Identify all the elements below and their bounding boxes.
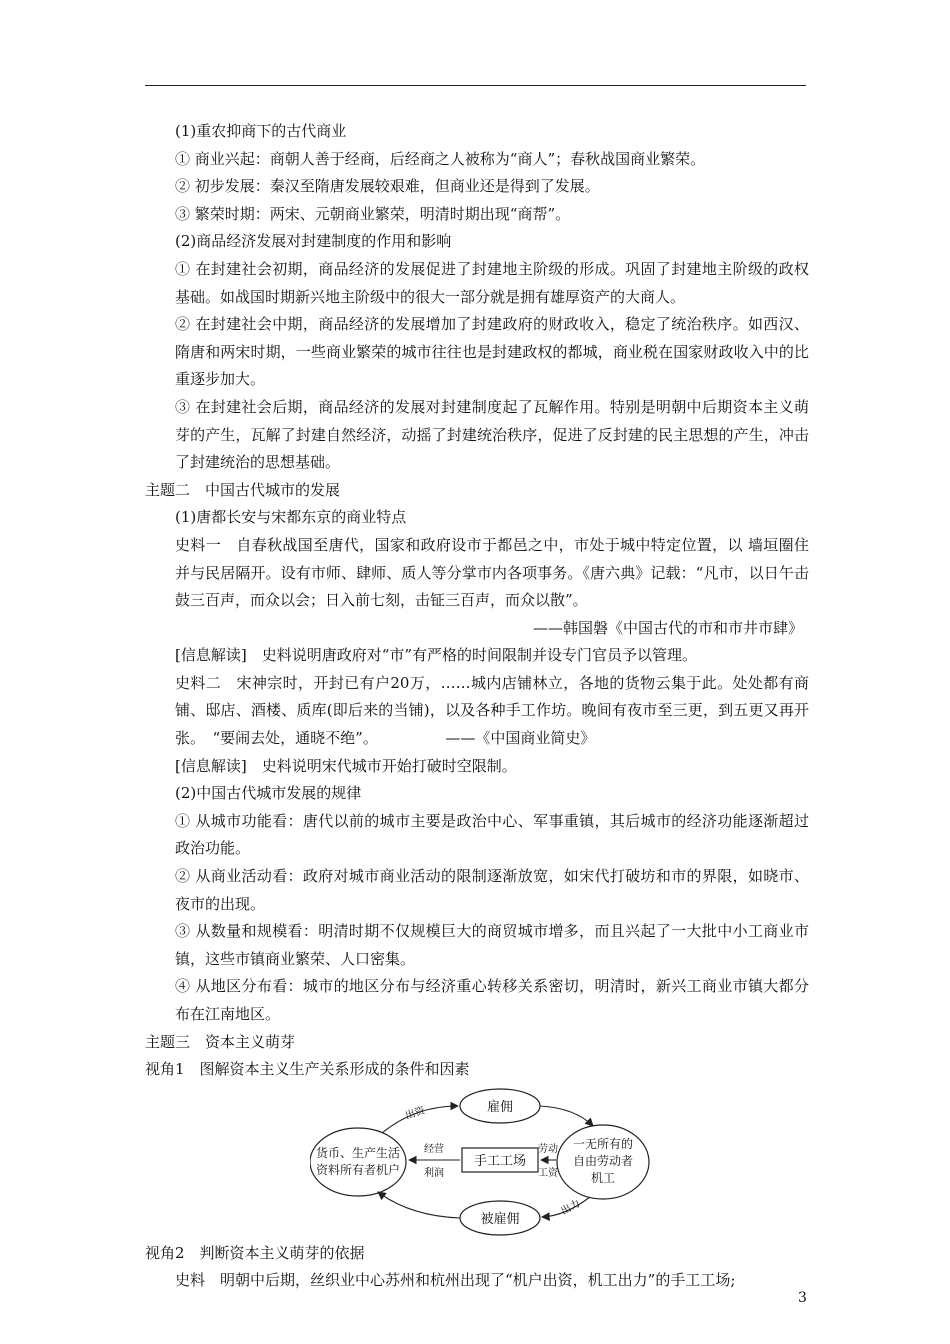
workshop-label: 手工工场: [473, 1153, 527, 1169]
hired-label: 被雇佣: [480, 1211, 520, 1227]
paragraph: ① 在封建社会初期，商品经济的发展促进了封建地主阶级的形成。巩固了封建地主阶级的政权基础。如战国时期新兴地主阶级中的很大一部分就是拥有雄厚资产的大商人。: [175, 259, 809, 306]
paragraph: ③ 在封建社会后期，商品经济的发展对封建制度起了瓦解作用。特别是明朝中后期资本主义萌芽的产生，瓦解了封建自然经济，动摇了封建统治秩序，促进了反封建的民主思想的产生，冲击了封建统治的思想基础。: [175, 397, 809, 472]
paragraph: ③ 从数量和规模看：明清时期不仅规模巨大的商贸城市增多，而且兴起了一大批中小工商业市镇，这些市镇商业繁荣、人口密集。: [175, 922, 809, 968]
labor-out-label: 出力: [559, 1198, 583, 1218]
paragraph: [信息解读] 史料说明宋代城市开始打破时空限制。: [175, 756, 517, 775]
paragraphs-top: [145, 118, 809, 1084]
paragraph: 史料二 宋神宗时，开封已有户20万，……城内店铺林立，各地的货物云集于此。处处都有商铺、邸店、酒楼、质库(即后来的当铺)，以及各种手工作坊。晚间有夜市至三更，到五更又再开张。 “要闹去处，通晓不绝”。 ——《中国商业简史》: [175, 673, 809, 748]
owner-node: [310, 1128, 406, 1196]
paragraph: ——韩国磐《中国古代的市和市井市肆》: [532, 618, 803, 637]
paragraph: 视角2 判断资本主义萌芽的依据: [145, 1243, 365, 1262]
paragraph: 史料一 自春秋战国至唐代，国家和政府设市于都邑之中，市处于城中特定位置，以 墙垣圈住并与民居隔开。设有市师、肆师、质人等分掌市内各项事务。《唐六典》记载：“凡市，以日午击鼓三百声，而众以会；日入前七刻，击钲三百声，而众以散”。: [175, 535, 809, 610]
paragraph: [信息解读] 史料说明唐政府对“市”有严格的时间限制并设专门官员予以管理。: [175, 646, 698, 665]
paragraph: (1)重农抑商下的古代商业: [175, 122, 347, 140]
owner-label-1: 货币、生产生活: [315, 1145, 401, 1160]
worker-label-2: 自由劳动者: [572, 1153, 634, 1168]
paragraph: ② 在封建社会中期，商品经济的发展增加了封建政府的财政收入，稳定了统治秩序。如西汉、隋唐和两宋时期，一些商业繁荣的城市往往也是封建政权的都城，商业税在国家财政收入中的比重逐步加大。: [175, 315, 809, 389]
production-relations-diagram: [145, 1084, 809, 1240]
paragraph: 主题二 中国古代城市的发展: [145, 480, 341, 499]
wage-label-2: 工资: [538, 1167, 558, 1179]
paragraph: (2)中国古代城市发展的规律: [175, 784, 362, 803]
paragraph: (1)唐都长安与宋都东京的商业特点: [175, 508, 407, 527]
paragraph: ② 从商业活动看：政府对城市商业活动的限制逐渐放宽，如宋代打破坊和市的界限，如晓市、夜市的出现。: [175, 867, 809, 913]
paragraph: ④ 从地区分布看：城市的地区分布与经济重心转移关系密切，明清时，新兴工商业市镇大都分布在江南地区。: [175, 977, 809, 1023]
paragraph: 主题三 资本主义萌芽: [145, 1032, 296, 1051]
paragraphs-bottom: [145, 1240, 809, 1295]
paragraph: 史料 明朝中后期，丝织业中心苏州和杭州出现了“机户出资，机工出力”的手工工场;: [175, 1271, 736, 1290]
page-content: [145, 118, 809, 1295]
paragraph: ① 从城市功能看：唐代以前的城市主要是政治中心、军事重镇，其后城市的经济功能逐渐超过政治功能。: [175, 811, 809, 858]
paragraph: 视角1 图解资本主义生产关系形成的条件和因素: [145, 1060, 470, 1079]
worker-label-1: 一无所有的: [572, 1136, 634, 1151]
hire-arrow: [540, 1106, 593, 1126]
paragraph: ② 初步发展：秦汉至隋唐发展较艰难，但商业还是得到了发展。: [175, 177, 600, 196]
profit-label-1: 经营: [424, 1143, 444, 1155]
profit-label-2: 利润: [424, 1167, 444, 1179]
hire-label: 雇佣: [486, 1099, 514, 1115]
paragraph: ① 商业兴起：商朝人善于经商，后经商之人被称为“商人”；春秋战国商业繁荣。: [175, 149, 706, 168]
owner-label-2: 资料所有者机户: [315, 1162, 401, 1177]
worker-label-3: 机工: [590, 1170, 616, 1185]
hired-arrow: [378, 1192, 460, 1218]
paragraph: (2)商品经济发展对封建制度的作用和影响: [175, 232, 452, 251]
header-rule: [145, 85, 806, 86]
paragraph: ③ 繁荣时期：两宋、元朝商业繁荣，明清时期出现“商帮”。: [175, 204, 571, 223]
diagram-svg: [310, 1086, 650, 1238]
wage-label-1: 劳动: [538, 1143, 558, 1155]
invest-label: 出资: [404, 1105, 427, 1122]
page-number: 3: [798, 1290, 807, 1306]
